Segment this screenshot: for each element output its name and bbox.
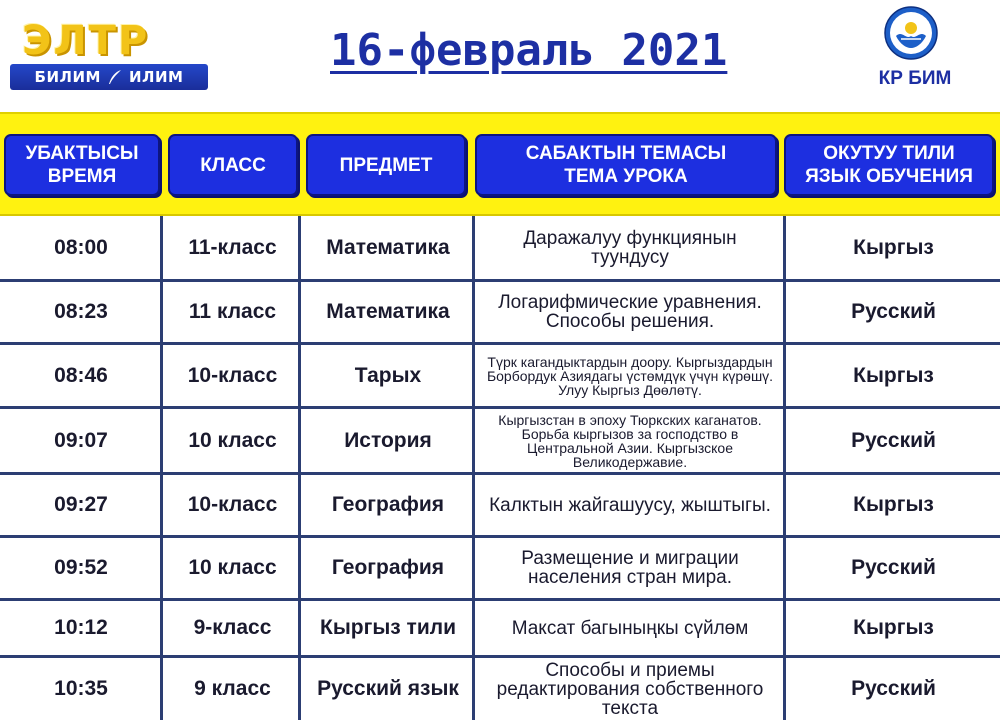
column-header-line: ВРЕМЯ — [47, 166, 117, 187]
column-header-topic — [475, 134, 777, 196]
logo-left-text: БИЛИМ — [34, 68, 101, 86]
table-row — [0, 216, 1000, 282]
language-cell: Кыргыз — [853, 493, 934, 516]
topic-cell: Калктын жайгашуусу, жыштыгы. — [489, 494, 771, 516]
column-divider — [783, 216, 786, 720]
time-cell: 10:35 — [54, 677, 108, 700]
feather-icon — [107, 69, 123, 85]
topic-cell: Түрк кагандыктардын доору. Кыргыздардын Борбордук Азиядагы үстөмдүк үчүн күрөшү. Улуу Кыргыз Дөөлөтү. — [486, 353, 774, 398]
column-header-line: ЯЗЫК ОБУЧЕНИЯ — [805, 166, 973, 187]
time-cell: 10:12 — [54, 616, 108, 639]
topic-cell: Размещение и миграции населения стран мира. — [521, 548, 739, 588]
subject-cell: Кыргыз тили — [320, 616, 456, 639]
time-cell: 08:23 — [54, 300, 108, 323]
time-cell: 09:27 — [54, 493, 108, 516]
subject-cell: География — [331, 493, 445, 516]
subject-cell: Математика — [326, 235, 450, 259]
language-cell: Русский — [851, 556, 936, 579]
language-cell: Кыргыз — [853, 616, 934, 639]
table-row — [0, 658, 1000, 720]
topic-cell: Способы и приемы редактирования собственного текста — [496, 659, 764, 719]
class-cell: 9 класс — [194, 677, 271, 700]
logo-banner — [10, 64, 208, 90]
time-cell: 09:52 — [54, 556, 108, 579]
org-label: КР БИМ — [878, 68, 952, 89]
subject-cell: Русский язык — [317, 677, 459, 700]
table-row — [0, 409, 1000, 475]
topic-cell: Кыргызстан в эпоху Тюркских каганатов. Борьба кыргызов за господство в Центральной Азии. Кыргызское Великодержавие. — [498, 411, 762, 470]
time-cell: 08:00 — [54, 235, 108, 259]
schedule-table — [0, 216, 1000, 720]
topic-cell: Даражалуу функциянын туундусу — [523, 227, 737, 268]
column-header-line: САБАКТЫН ТЕМАСЫ — [525, 143, 727, 164]
class-cell: 9-класс — [193, 616, 272, 639]
column-header-language — [784, 134, 994, 196]
class-cell: 11-класс — [188, 235, 277, 259]
topic-cell: Логарифмические уравнения. Способы решения. — [498, 292, 762, 332]
column-header-class — [168, 134, 298, 196]
column-header-line: УБАКТЫСЫ — [25, 143, 139, 164]
column-divider — [160, 216, 163, 720]
logo-title: ЭЛТР — [22, 18, 150, 64]
class-cell: 10 класс — [188, 428, 277, 452]
column-header-line: ПРЕДМЕТ — [339, 154, 433, 176]
column-header-line: КЛАСС — [200, 154, 266, 176]
column-header-band — [0, 112, 1000, 216]
language-cell: Русский — [851, 428, 936, 452]
language-cell: Кыргыз — [853, 363, 934, 387]
time-cell: 08:46 — [54, 363, 108, 387]
language-cell: Кыргыз — [853, 235, 934, 259]
column-header-line: ОКУТУУ ТИЛИ — [823, 143, 955, 164]
subject-cell: История — [344, 428, 432, 452]
logo-right-text: ИЛИМ — [128, 68, 184, 86]
topic-cell: Максат багыныңкы сүйлөм — [511, 617, 749, 639]
class-cell: 10 класс — [188, 556, 277, 579]
table-row — [0, 538, 1000, 601]
class-cell: 10-класс — [187, 363, 278, 387]
table-row — [0, 601, 1000, 658]
eltr-logo — [10, 20, 200, 92]
table-row — [0, 345, 1000, 409]
subject-cell: География — [331, 556, 445, 579]
table-row — [0, 282, 1000, 345]
class-cell: 10-класс — [187, 493, 278, 516]
subject-cell: Тарых — [354, 363, 422, 387]
column-divider — [298, 216, 301, 720]
subject-cell: Математика — [326, 300, 450, 323]
column-header-time — [4, 134, 160, 196]
language-cell: Русский — [851, 677, 936, 700]
column-header-line: ТЕМА УРОКА — [564, 166, 688, 187]
column-header-subject — [306, 134, 466, 196]
table-row — [0, 475, 1000, 538]
class-cell: 11 класс — [188, 300, 277, 323]
time-cell: 09:07 — [54, 428, 108, 452]
page-title: 16-февраль 2021 — [330, 25, 728, 76]
language-cell: Русский — [851, 300, 936, 323]
column-divider — [472, 216, 475, 720]
kyrgyz-emblem-icon — [884, 6, 938, 60]
